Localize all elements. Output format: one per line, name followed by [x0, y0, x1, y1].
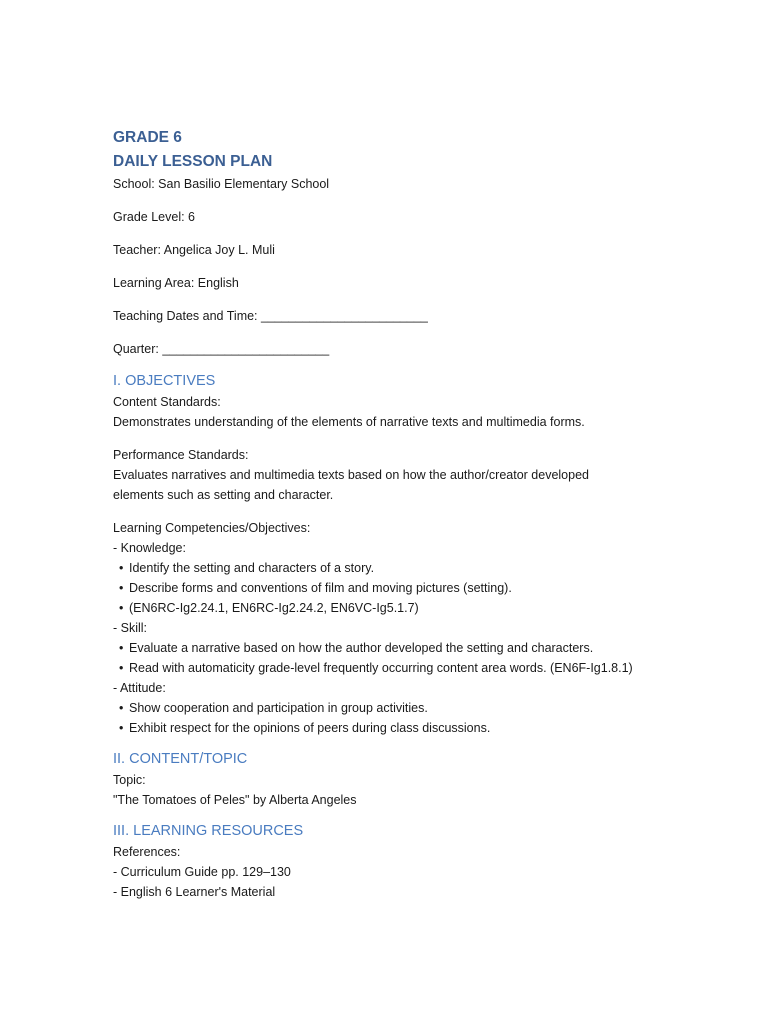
learning-resources-heading: III. LEARNING RESOURCES: [113, 823, 304, 839]
bullet-icon: •: [119, 661, 124, 675]
attitude-label: - Attitude:: [113, 681, 166, 695]
teacher-field: Teacher: Angelica Joy L. Muli: [113, 243, 275, 257]
knowledge-label: - Knowledge:: [113, 541, 186, 555]
school-field: School: San Basilio Elementary School: [113, 177, 330, 191]
quarter-field: Quarter: ________________________: [113, 342, 330, 356]
list-item: - Curriculum Guide pp. 129–130: [113, 865, 291, 879]
competencies-label: Learning Competencies/Objectives:: [113, 521, 311, 535]
bullet-icon: •: [119, 601, 124, 615]
topic-text: "The Tomatoes of Peles" by Alberta Angeles: [113, 793, 357, 807]
bullet-icon: •: [119, 721, 124, 735]
list-item: • Identify the setting and characters of a story.: [113, 558, 673, 578]
content-topic-heading: II. CONTENT/TOPIC: [113, 751, 248, 767]
list-item: • Evaluate a narrative based on how the author developed the setting and characters.: [113, 638, 673, 658]
list-item: • Show cooperation and participation in group activities.: [113, 698, 673, 718]
list-item: • Describe forms and conventions of film and moving pictures (setting).: [113, 578, 673, 598]
references-label: References:: [113, 845, 181, 859]
skill-label: - Skill:: [113, 621, 148, 635]
bullet-icon: •: [119, 641, 124, 655]
dates-time-field: Teaching Dates and Time: ________________________: [113, 309, 428, 323]
bullet-icon: •: [119, 561, 124, 575]
plan-title: DAILY LESSON PLAN: [113, 153, 273, 170]
performance-standards-label: Performance Standards:: [113, 448, 249, 462]
list-item: • Exhibit respect for the opinions of peers during class discussions.: [113, 718, 673, 738]
performance-standards-text-2: elements such as setting and character.: [113, 488, 334, 502]
content-standards-label: Content Standards:: [113, 395, 221, 409]
grade-title: GRADE 6: [113, 129, 182, 146]
content-standards-text: Demonstrates understanding of the elements of narrative texts and multimedia forms.: [113, 415, 585, 429]
learning-area-field: Learning Area: English: [113, 276, 239, 290]
objectives-heading: I. OBJECTIVES: [113, 373, 216, 389]
list-item: - English 6 Learner's Material: [113, 885, 276, 899]
bullet-icon: •: [119, 701, 124, 715]
bullet-icon: •: [119, 581, 124, 595]
list-item: • Read with automaticity grade-level frequently occurring content area words. (EN6F-Ig1.8.1): [113, 658, 673, 678]
list-item: • (EN6RC-Ig2.24.1, EN6RC-Ig2.24.2, EN6VC-Ig5.1.7): [113, 598, 673, 618]
lesson-plan-document: [113, 126, 673, 902]
grade-level-field: Grade Level: 6: [113, 210, 195, 224]
performance-standards-text-1: Evaluates narratives and multimedia texts based on how the author/creator developed: [113, 468, 589, 482]
topic-label: Topic:: [113, 773, 146, 787]
